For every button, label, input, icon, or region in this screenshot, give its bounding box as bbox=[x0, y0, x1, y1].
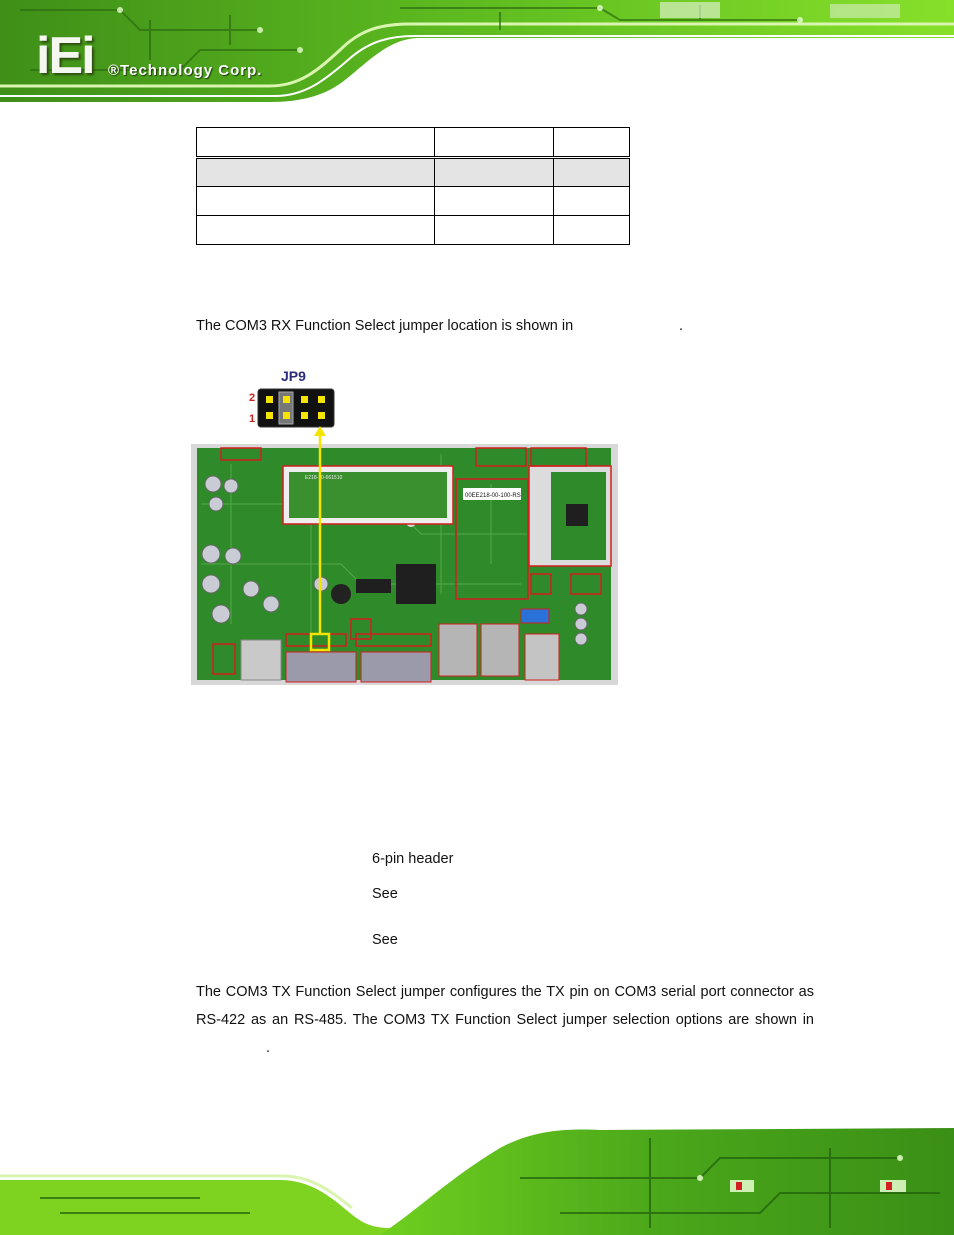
table-cell bbox=[435, 158, 554, 187]
board-silk-label: 00EE218-00-100-RS bbox=[465, 493, 521, 499]
jumper-location-see: See bbox=[372, 932, 398, 948]
table-cell bbox=[554, 128, 630, 158]
logo-mark: iEi bbox=[36, 27, 94, 85]
board-silk-label-2: E218-10-661510 bbox=[305, 475, 343, 481]
jumper-closeup-graphic bbox=[257, 388, 337, 430]
pin-2-label: 2 bbox=[249, 392, 256, 404]
table-cell bbox=[197, 216, 435, 245]
paragraph-end: . bbox=[266, 1040, 271, 1056]
table-cell bbox=[554, 158, 630, 187]
table-row bbox=[197, 187, 630, 216]
com3-tx-description bbox=[196, 978, 814, 1062]
location-sentence bbox=[196, 317, 573, 335]
jumper-label: JP9 bbox=[281, 368, 306, 384]
location-sentence-end: . bbox=[679, 318, 684, 334]
table-cell bbox=[197, 158, 435, 187]
table-cell bbox=[435, 128, 554, 158]
page-footer-banner bbox=[0, 1118, 954, 1235]
table-cell bbox=[554, 216, 630, 245]
table-row bbox=[197, 216, 630, 245]
table-row bbox=[197, 158, 630, 187]
table-cell bbox=[197, 128, 435, 158]
jumper-pointer-line bbox=[310, 426, 330, 636]
jumper-options-table bbox=[196, 127, 630, 245]
circuit-banner-graphic bbox=[0, 0, 954, 112]
pin-1-label: 1 bbox=[249, 413, 256, 425]
circuit-footer-graphic bbox=[0, 1118, 954, 1235]
page-header-banner bbox=[0, 0, 954, 112]
paragraph-text: The COM3 TX Function Select jumper configures the TX pin on COM3 serial port connector as RS-422 as an RS-485. The COM3 TX Function Select jumper selection options are shown in bbox=[196, 984, 814, 1028]
table-cell bbox=[197, 187, 435, 216]
location-sentence-text: The COM3 RX Function Select jumper location is shown in bbox=[196, 318, 574, 334]
table-cell bbox=[554, 187, 630, 216]
table-cell bbox=[435, 216, 554, 245]
table-header-row bbox=[197, 128, 630, 158]
motherboard-image bbox=[191, 444, 618, 685]
company-name: ®Technology Corp. bbox=[108, 62, 263, 79]
jumper-setting-see: See bbox=[372, 886, 398, 902]
table-cell bbox=[435, 187, 554, 216]
jumper-type-value: 6-pin header bbox=[372, 851, 454, 867]
